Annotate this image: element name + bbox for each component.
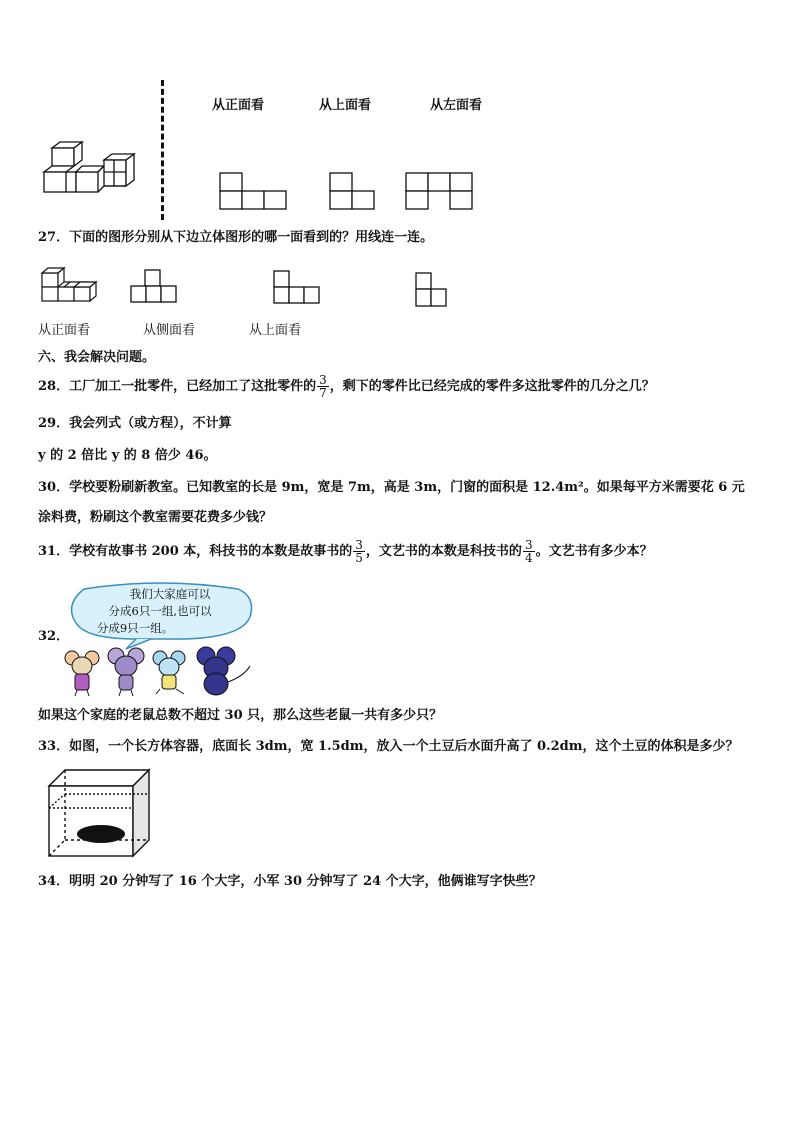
mouse-3-icon — [153, 651, 185, 694]
question-30-line1: 30．学校要粉刷新教室。已知教室的长是 9m，宽是 7m，高是 3m，门窗的面积是 12.4m²。如果每平方米需要花 6 元 — [38, 480, 745, 495]
q28-pre: 28．工厂加工一批零件，已经加工了这批零件的 — [38, 379, 317, 394]
header-left-view: 从左面看 — [430, 98, 483, 113]
q31-mid: ，文艺书的本数是科技书的 — [365, 544, 522, 559]
question-31-text — [38, 538, 653, 566]
header-front-view: 从正面看 — [212, 98, 265, 113]
q31-fraction-1: $\frac{3}{5}$ — [355, 538, 363, 565]
question-30-line2: 涂料费，粉刷这个教室需要花费多少钱？ — [38, 510, 273, 525]
q31-fraction-2: $\frac{3}{4}$ — [524, 538, 533, 565]
q31-post: 。文艺书有多少本？ — [535, 544, 653, 559]
q27-view-c — [415, 272, 451, 312]
q31-pre: 31．学校有故事书 200 本，科技书的本数是故事书的 — [38, 544, 353, 559]
bubble-line-3: 分成9只一组。 — [96, 621, 174, 635]
view-drawing-left — [405, 172, 475, 212]
container-figure — [45, 768, 155, 860]
q27-label-side: 从侧面看 — [143, 323, 196, 338]
potato-shape — [77, 825, 125, 843]
view-drawing-top — [329, 172, 379, 212]
dashed-divider — [161, 80, 164, 220]
q28-fraction: $\frac{3}{7}$ — [319, 373, 327, 400]
header-top-view: 从上面看 — [319, 98, 372, 113]
question-29-line2: y 的 2 倍比 y 的 8 倍少 46。 — [38, 448, 217, 463]
mice-illustration — [64, 648, 254, 698]
q27-solid-figure — [40, 265, 104, 305]
mouse-4-icon — [197, 647, 250, 695]
section-6-heading: 六、我会解决问题。 — [38, 350, 156, 365]
question-34-text: 34．明明 20 分钟写了 16 个大字，小军 30 分钟写了 24 个大字，他俩谁写字快些？ — [38, 874, 542, 889]
bubble-line-2: 分成6只一组,也可以 — [108, 604, 212, 618]
q27-view-a — [130, 269, 180, 307]
q27-label-front: 从正面看 — [38, 323, 91, 338]
question-32-label: 32． — [38, 629, 70, 644]
q27-label-top: 从上面看 — [249, 323, 302, 338]
view-drawing-front — [219, 172, 289, 212]
mouse-1-icon — [65, 651, 99, 696]
question-29-line1: 29．我会列式（或方程），不计算 — [38, 416, 232, 431]
q27-view-b — [273, 270, 323, 308]
mouse-2-icon — [108, 648, 144, 696]
q28-post: ，剩下的零件比已经完成的零件多这批零件的几分之几？ — [329, 379, 655, 394]
question-33-text: 33．如图，一个长方体容器，底面长 3dm，宽 1.5dm，放入一个土豆后水面升高了 0.2dm，这个土豆的体积是多少？ — [38, 739, 739, 754]
solid-figure-top — [42, 140, 142, 200]
question-32-text: 如果这个家庭的老鼠总数不超过 30 只，那么这些老鼠一共有多少只？ — [38, 708, 443, 723]
question-28-text — [38, 373, 655, 401]
bubble-line-1: 我们大家庭可以 — [129, 587, 211, 601]
question-27-text: 27．下面的图形分别从下边立体图形的哪一面看到的？用线连一连。 — [38, 230, 434, 245]
